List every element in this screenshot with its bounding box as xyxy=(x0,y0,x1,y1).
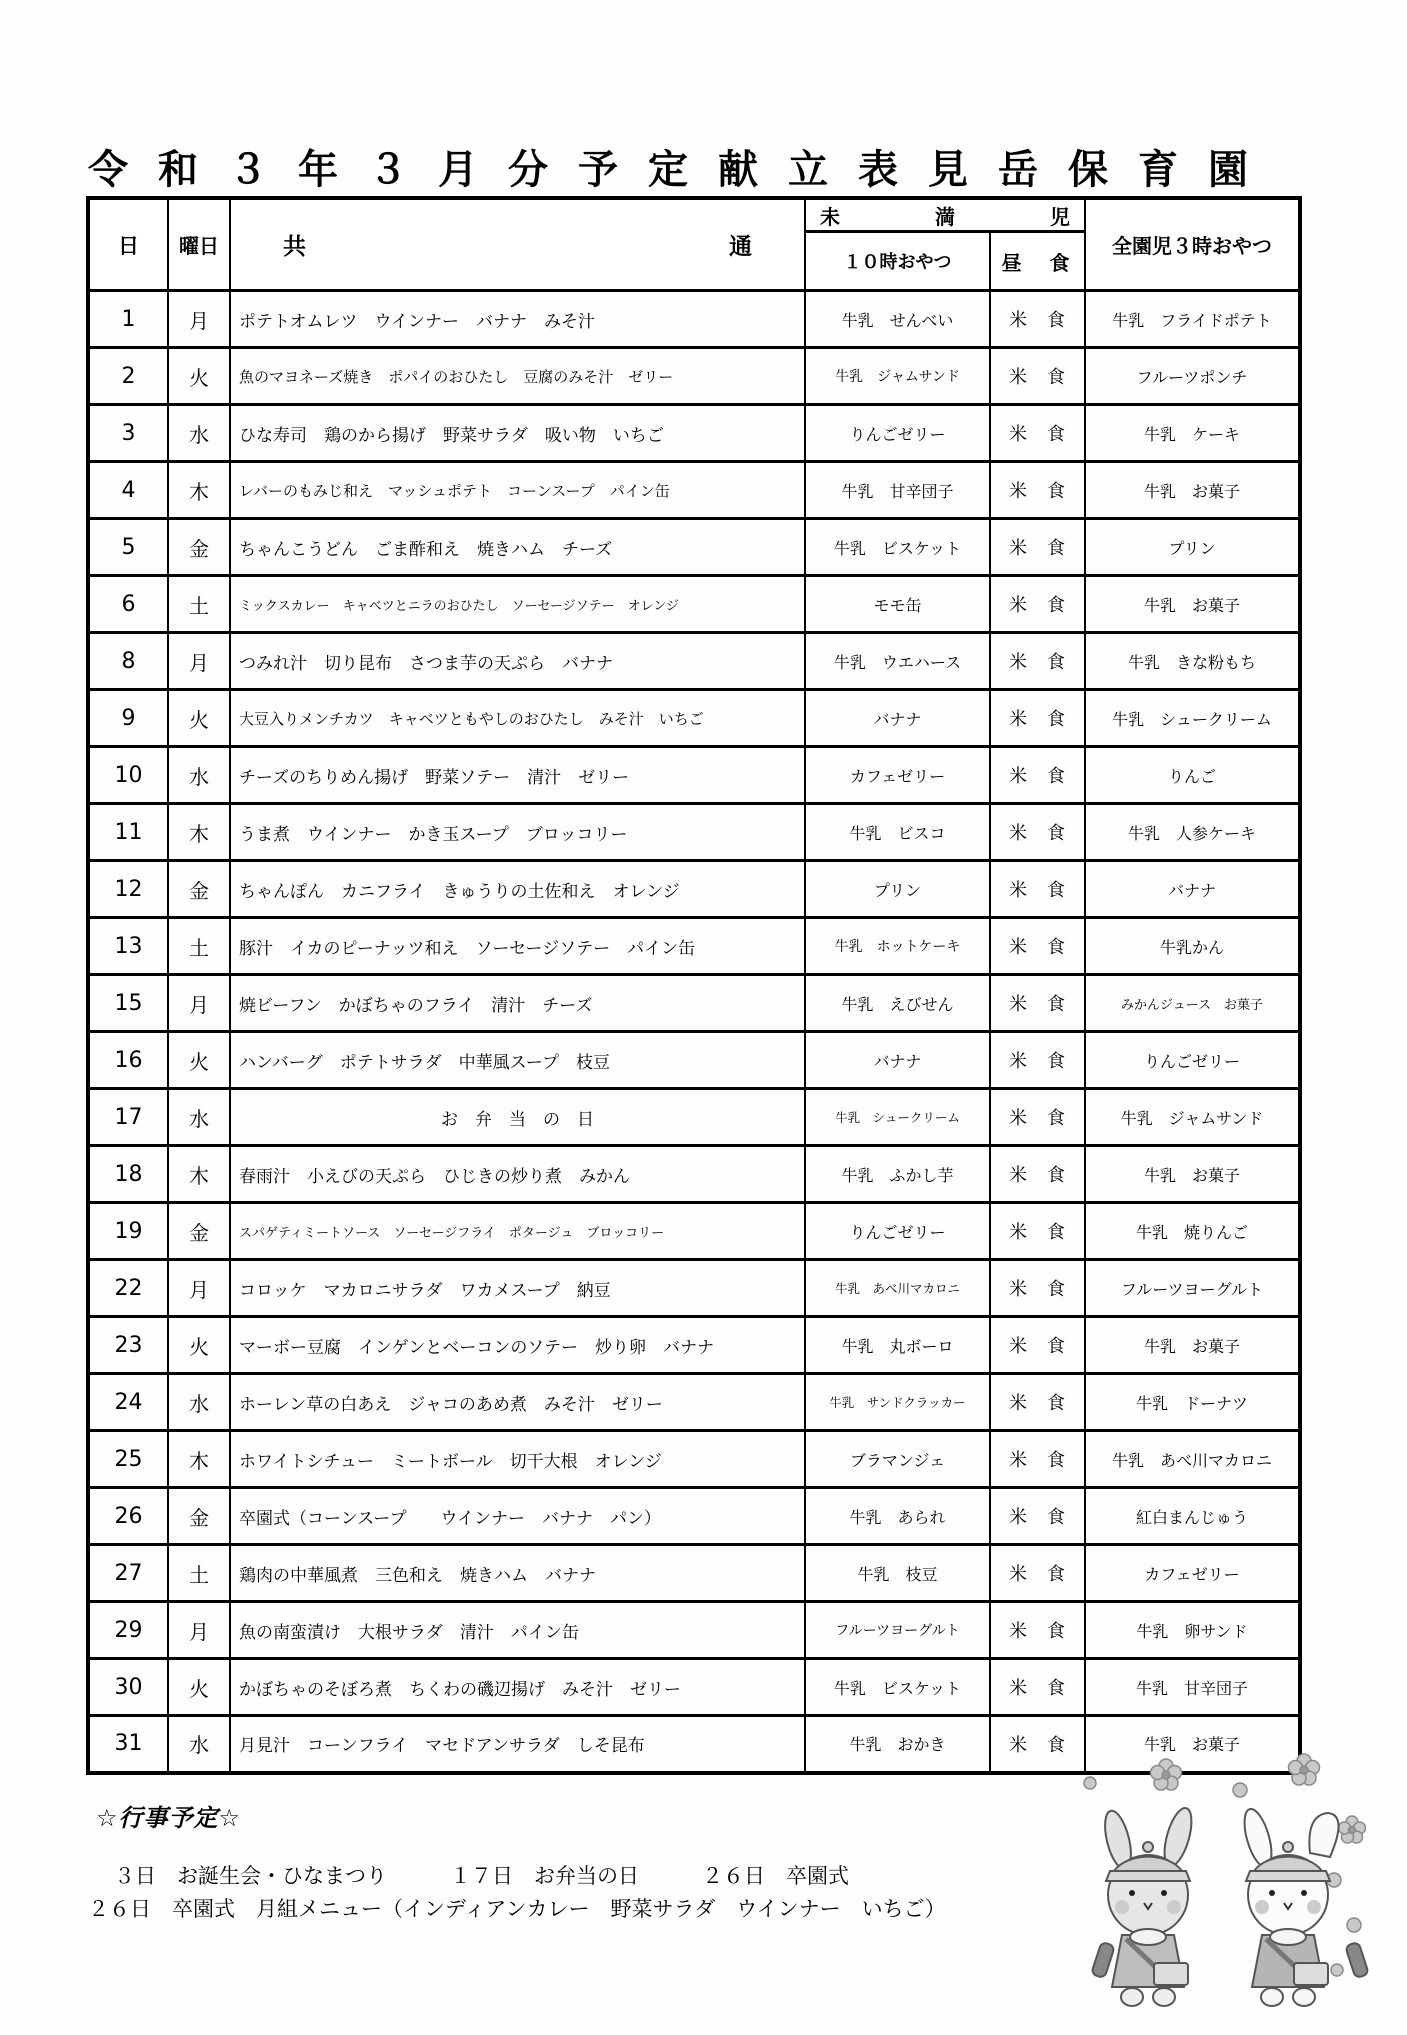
table-row xyxy=(88,405,1300,462)
snack3-cell: 牛乳 シュークリーム xyxy=(1085,690,1300,747)
day-cell: 12 xyxy=(88,861,168,918)
snack3-cell: 牛乳 フライドポテト xyxy=(1085,291,1300,348)
lunch-cell: 米 食 xyxy=(990,1317,1085,1374)
snack10-cell: 牛乳 ジャムサンド xyxy=(805,348,990,405)
events-title: ☆行事予定☆ xyxy=(96,1804,242,1832)
day-cell: 30 xyxy=(88,1659,168,1716)
snack10-cell: 牛乳 ビスケット xyxy=(805,1659,990,1716)
day-cell: 24 xyxy=(88,1374,168,1431)
snack10-cell: バナナ xyxy=(805,690,990,747)
snack10-cell: 牛乳 甘辛団子 xyxy=(805,462,990,519)
lunch-cell: 米 食 xyxy=(990,747,1085,804)
day-cell: 13 xyxy=(88,918,168,975)
table-row xyxy=(88,975,1300,1032)
snack10-cell: モモ缶 xyxy=(805,576,990,633)
day-cell: 22 xyxy=(88,1260,168,1317)
weekday-cell: 金 xyxy=(168,1203,230,1260)
snack3-cell: 牛乳 人参ケーキ xyxy=(1085,804,1300,861)
lunch-cell: 米 食 xyxy=(990,1032,1085,1089)
table-row xyxy=(88,519,1300,576)
lunch-cell: 米 食 xyxy=(990,918,1085,975)
common-menu-cell: スパゲティミートソース ソーセージフライ ポタージュ ブロッコリー xyxy=(230,1203,805,1260)
weekday-cell: 木 xyxy=(168,1431,230,1488)
day-cell: 19 xyxy=(88,1203,168,1260)
bunny-left xyxy=(1091,1805,1197,2006)
day-cell: 25 xyxy=(88,1431,168,1488)
common-menu-cell: ちゃんこうどん ごま酢和え 焼きハム チーズ xyxy=(230,519,805,576)
lunch-cell: 米 食 xyxy=(990,462,1085,519)
day-cell: 10 xyxy=(88,747,168,804)
common-menu-cell: 月見汁 コーンフライ マセドアンサラダ しそ昆布 xyxy=(230,1716,805,1773)
snack10-cell: りんごゼリー xyxy=(805,1203,990,1260)
common-menu-cell: レバーのもみじ和え マッシュポテト コーンスープ パイン缶 xyxy=(230,462,805,519)
snack10-cell: 牛乳 あべ川マカロニ xyxy=(805,1260,990,1317)
table-row xyxy=(88,462,1300,519)
day-cell: 29 xyxy=(88,1602,168,1659)
snack3-cell: 牛乳 お菓子 xyxy=(1085,576,1300,633)
snack10-cell: フルーツヨーグルト xyxy=(805,1602,990,1659)
weekday-cell: 火 xyxy=(168,1659,230,1716)
events-line-1: ３日 お誕生会・ひなまつり １７日 お弁当の日 ２６日 卒園式 xyxy=(114,1864,849,1888)
common-menu-cell: ひな寿司 鶏のから揚げ 野菜サラダ 吸い物 いちご xyxy=(230,405,805,462)
table-row xyxy=(88,918,1300,975)
snack3-cell: 牛乳 お菓子 xyxy=(1085,1716,1300,1773)
table-row xyxy=(88,348,1300,405)
table-row xyxy=(88,1089,1300,1146)
snack10-cell: りんごゼリー xyxy=(805,405,990,462)
lunch-cell: 米 食 xyxy=(990,576,1085,633)
day-cell: 16 xyxy=(88,1032,168,1089)
common-menu-cell: 春雨汁 小えびの天ぷら ひじきの炒り煮 みかん xyxy=(230,1146,805,1203)
day-cell: 31 xyxy=(88,1716,168,1773)
day-cell: 6 xyxy=(88,576,168,633)
header-day: 日 xyxy=(88,198,168,291)
snack3-cell: みかんジュース お菓子 xyxy=(1085,975,1300,1032)
bunny-students-illustration xyxy=(1062,1745,1400,2023)
snack10-cell: 牛乳 枝豆 xyxy=(805,1545,990,1602)
common-menu-cell: ミックスカレー キャベツとニラのおひたし ソーセージソテー オレンジ xyxy=(230,576,805,633)
header-under-char: 未 xyxy=(820,204,840,229)
lunch-cell: 米 食 xyxy=(990,633,1085,690)
table-row xyxy=(88,1260,1300,1317)
weekday-cell: 水 xyxy=(168,1089,230,1146)
table-row xyxy=(88,1317,1300,1374)
lunch-cell: 米 食 xyxy=(990,1146,1085,1203)
table-row xyxy=(88,1545,1300,1602)
snack10-cell: プリン xyxy=(805,861,990,918)
menu-table-header xyxy=(88,198,1300,291)
snack3-cell: 牛乳 あべ川マカロニ xyxy=(1085,1431,1300,1488)
snack10-cell: 牛乳 丸ボーロ xyxy=(805,1317,990,1374)
snack3-cell: バナナ xyxy=(1085,861,1300,918)
common-menu-cell: 大豆入りメンチカツ キャベツともやしのおひたし みそ汁 いちご xyxy=(230,690,805,747)
events-line-2: ２６日 卒園式 月組メニュー（インディアンカレー 野菜サラダ ウインナー いちご） xyxy=(88,1897,946,1921)
common-menu-cell: 魚の南蛮漬け 大根サラダ 清汁 パイン缶 xyxy=(230,1602,805,1659)
snack10-cell: ブラマンジェ xyxy=(805,1431,990,1488)
header-under-age xyxy=(805,198,1085,232)
weekday-cell: 木 xyxy=(168,804,230,861)
day-cell: 27 xyxy=(88,1545,168,1602)
weekday-cell: 火 xyxy=(168,1032,230,1089)
table-row xyxy=(88,1146,1300,1203)
weekday-cell: 水 xyxy=(168,405,230,462)
common-menu-cell: ハンバーグ ポテトサラダ 中華風スープ 枝豆 xyxy=(230,1032,805,1089)
common-menu-cell: 魚のマヨネーズ焼き ポパイのおひたし 豆腐のみそ汁 ゼリー xyxy=(230,348,805,405)
weekday-cell: 木 xyxy=(168,1146,230,1203)
day-cell: 3 xyxy=(88,405,168,462)
table-row xyxy=(88,1659,1300,1716)
snack3-cell: 牛乳 焼りんご xyxy=(1085,1203,1300,1260)
weekday-cell: 月 xyxy=(168,975,230,1032)
table-row xyxy=(88,1032,1300,1089)
lunch-cell: 米 食 xyxy=(990,690,1085,747)
snack10-cell: 牛乳 ふかし芋 xyxy=(805,1146,990,1203)
lunch-cell: 米 食 xyxy=(990,519,1085,576)
table-row xyxy=(88,1374,1300,1431)
snack3-cell: 牛乳 お菓子 xyxy=(1085,1317,1300,1374)
common-menu-cell: ちゃんぽん カニフライ きゅうりの土佐和え オレンジ xyxy=(230,861,805,918)
day-cell: 11 xyxy=(88,804,168,861)
snack3-cell: 牛乳かん xyxy=(1085,918,1300,975)
lunch-cell: 米 食 xyxy=(990,1374,1085,1431)
common-menu-cell: コロッケ マカロニサラダ ワカメスープ 納豆 xyxy=(230,1260,805,1317)
header-common xyxy=(230,198,805,291)
table-row xyxy=(88,291,1300,348)
snack3-cell: りんご xyxy=(1085,747,1300,804)
snack10-cell: 牛乳 ビスコ xyxy=(805,804,990,861)
day-cell: 17 xyxy=(88,1089,168,1146)
common-menu-cell: お 弁 当 の 日 xyxy=(230,1089,805,1146)
lunch-cell: 米 食 xyxy=(990,1089,1085,1146)
snack3-cell: 牛乳 甘辛団子 xyxy=(1085,1659,1300,1716)
lunch-cell: 米 食 xyxy=(990,1716,1085,1773)
day-cell: 23 xyxy=(88,1317,168,1374)
table-row xyxy=(88,690,1300,747)
lunch-cell: 米 食 xyxy=(990,1602,1085,1659)
snack10-cell: 牛乳 せんべい xyxy=(805,291,990,348)
header-snack3: 全園児３時おやつ xyxy=(1085,198,1300,291)
weekday-cell: 水 xyxy=(168,1374,230,1431)
lunch-cell: 米 食 xyxy=(990,1545,1085,1602)
lunch-cell: 米 食 xyxy=(990,1203,1085,1260)
weekday-cell: 月 xyxy=(168,1260,230,1317)
table-row xyxy=(88,747,1300,804)
header-snack10: １０時おやつ xyxy=(805,232,990,291)
day-cell: 1 xyxy=(88,291,168,348)
snack3-cell: りんごゼリー xyxy=(1085,1032,1300,1089)
header-lunch: 昼 食 xyxy=(990,232,1085,291)
snack10-cell: 牛乳 ウエハース xyxy=(805,633,990,690)
lunch-cell: 米 食 xyxy=(990,348,1085,405)
weekday-cell: 水 xyxy=(168,747,230,804)
weekday-cell: 火 xyxy=(168,690,230,747)
weekday-cell: 土 xyxy=(168,1545,230,1602)
snack3-cell: 紅白まんじゅう xyxy=(1085,1488,1300,1545)
lunch-cell: 米 食 xyxy=(990,1659,1085,1716)
table-row xyxy=(88,1488,1300,1545)
common-menu-cell: マーボー豆腐 インゲンとベーコンのソテー 炒り卵 バナナ xyxy=(230,1317,805,1374)
lunch-cell: 米 食 xyxy=(990,405,1085,462)
snack3-cell: プリン xyxy=(1085,519,1300,576)
header-under-char: 児 xyxy=(1050,204,1070,229)
snack3-cell: 牛乳 きな粉もち xyxy=(1085,633,1300,690)
menu-table-body xyxy=(88,291,1300,1773)
snack10-cell: カフェゼリー xyxy=(805,747,990,804)
snack3-cell: 牛乳 ジャムサンド xyxy=(1085,1089,1300,1146)
page-title: 令和３年３月分予定献立表見岳保育園 xyxy=(88,147,1278,193)
header-weekday: 曜日 xyxy=(168,198,230,291)
snack3-cell: 牛乳 お菓子 xyxy=(1085,462,1300,519)
day-cell: 4 xyxy=(88,462,168,519)
lunch-cell: 米 食 xyxy=(990,291,1085,348)
snack3-cell: カフェゼリー xyxy=(1085,1545,1300,1602)
day-cell: 5 xyxy=(88,519,168,576)
common-menu-cell: 鶏肉の中華風煮 三色和え 焼きハム バナナ xyxy=(230,1545,805,1602)
snack10-cell: 牛乳 ビスケット xyxy=(805,519,990,576)
table-row xyxy=(88,633,1300,690)
snack10-cell: 牛乳 シュークリーム xyxy=(805,1089,990,1146)
day-cell: 26 xyxy=(88,1488,168,1545)
snack10-cell: バナナ xyxy=(805,1032,990,1089)
table-row xyxy=(88,804,1300,861)
snack3-cell: フルーツヨーグルト xyxy=(1085,1260,1300,1317)
weekday-cell: 木 xyxy=(168,462,230,519)
table-row xyxy=(88,1203,1300,1260)
day-cell: 2 xyxy=(88,348,168,405)
weekday-cell: 月 xyxy=(168,633,230,690)
common-menu-cell: つみれ汁 切り昆布 さつま芋の天ぷら バナナ xyxy=(230,633,805,690)
common-menu-cell: ホワイトシチュー ミートボール 切干大根 オレンジ xyxy=(230,1431,805,1488)
weekday-cell: 金 xyxy=(168,1488,230,1545)
snack10-cell: 牛乳 おかき xyxy=(805,1716,990,1773)
lunch-cell: 米 食 xyxy=(990,975,1085,1032)
table-row xyxy=(88,576,1300,633)
day-cell: 8 xyxy=(88,633,168,690)
weekday-cell: 火 xyxy=(168,348,230,405)
weekday-cell: 土 xyxy=(168,918,230,975)
snack3-cell: フルーツポンチ xyxy=(1085,348,1300,405)
common-menu-cell: 豚汁 イカのピーナッツ和え ソーセージソテー パイン缶 xyxy=(230,918,805,975)
lunch-cell: 米 食 xyxy=(990,861,1085,918)
lunch-cell: 米 食 xyxy=(990,1488,1085,1545)
table-row xyxy=(88,861,1300,918)
snack3-cell: 牛乳 ケーキ xyxy=(1085,405,1300,462)
menu-table xyxy=(86,196,1302,1775)
common-menu-cell: チーズのちりめん揚げ 野菜ソテー 清汁 ゼリー xyxy=(230,747,805,804)
weekday-cell: 水 xyxy=(168,1716,230,1773)
day-cell: 9 xyxy=(88,690,168,747)
table-row xyxy=(88,1431,1300,1488)
weekday-cell: 月 xyxy=(168,1602,230,1659)
header-common-left: 共 xyxy=(283,234,306,260)
lunch-cell: 米 食 xyxy=(990,804,1085,861)
snack3-cell: 牛乳 お菓子 xyxy=(1085,1146,1300,1203)
common-menu-cell: 焼ビーフン かぼちゃのフライ 清汁 チーズ xyxy=(230,975,805,1032)
common-menu-cell: かぼちゃのそぼろ煮 ちくわの磯辺揚げ みそ汁 ゼリー xyxy=(230,1659,805,1716)
table-row xyxy=(88,1602,1300,1659)
snack3-cell: 牛乳 卵サンド xyxy=(1085,1602,1300,1659)
snack10-cell: 牛乳 えびせん xyxy=(805,975,990,1032)
lunch-cell: 米 食 xyxy=(990,1260,1085,1317)
common-menu-cell: 卒園式（コーンスープ ウインナー バナナ パン） xyxy=(230,1488,805,1545)
weekday-cell: 月 xyxy=(168,291,230,348)
snack10-cell: 牛乳 ホットケーキ xyxy=(805,918,990,975)
day-cell: 15 xyxy=(88,975,168,1032)
common-menu-cell: ホーレン草の白あえ ジャコのあめ煮 みそ汁 ゼリー xyxy=(230,1374,805,1431)
weekday-cell: 金 xyxy=(168,861,230,918)
header-under-char: 満 xyxy=(935,204,955,229)
common-menu-cell: うま煮 ウインナー かき玉スープ ブロッコリー xyxy=(230,804,805,861)
snack10-cell: 牛乳 あられ xyxy=(805,1488,990,1545)
weekday-cell: 土 xyxy=(168,576,230,633)
lunch-cell: 米 食 xyxy=(990,1431,1085,1488)
weekday-cell: 金 xyxy=(168,519,230,576)
snack10-cell: 牛乳 サンドクラッカー xyxy=(805,1374,990,1431)
header-common-right: 通 xyxy=(729,234,752,260)
weekday-cell: 火 xyxy=(168,1317,230,1374)
day-cell: 18 xyxy=(88,1146,168,1203)
common-menu-cell: ポテトオムレツ ウインナー バナナ みそ汁 xyxy=(230,291,805,348)
snack3-cell: 牛乳 ドーナツ xyxy=(1085,1374,1300,1431)
